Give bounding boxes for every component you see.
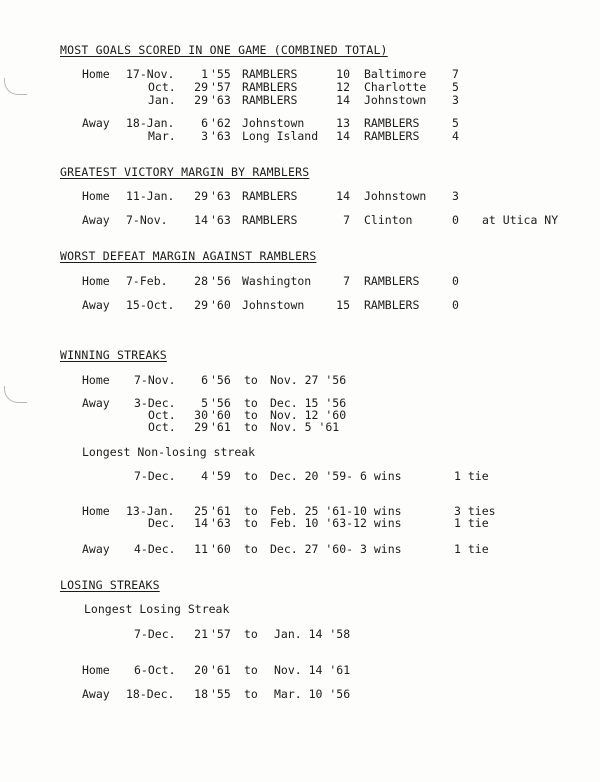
losing-streaks-heading: LOSING STREAKS <box>60 578 160 592</box>
worst-defeat-heading: WORST DEFEAT MARGIN AGAINST RAMBLERS <box>60 249 317 263</box>
most-goals-heading: MOST GOALS SCORED IN ONE GAME (COMBINED TOTAL) <box>60 43 388 57</box>
location-note: at Utica NY <box>482 213 559 227</box>
non-losing-streak-label: Longest Non-losing streak <box>82 445 256 459</box>
document-page: MOST GOALS SCORED IN ONE GAME (COMBINED TOTAL) Home 17-Nov. 1 '55 RAMBLERS 10 Baltimore 7 Oct. 29 '57 RAMBLERS 12 Charlotte 5 Jan. 29 '63 RAMBLERS 14 Johnstown 3 Away 18-Jan. 6 '62 Johnstown 13 RAMBLERS 5 Mar. 3 '63 Long Island 14 RAMBLERS 4 GREATEST VICTORY MARGIN BY RAMBLERS Home 11-Jan. 29 '63 RAMBLERS 14 Johnstown 3 Away 7-Nov. 14 '63 RAMBLERS 7 Clinton 0 at Utica NY WORST DEFEAT MARGIN AGAINST RAMBLERS Home 7-Feb. 28 '56 Washington 7 RAMBLERS 0 Away 15-Oct. 29 '60 Johnstown 15 RAMBLERS 0 WINNING STREAKS Home 7-Nov. 6 '56 to Nov. 27 '56 Away 3-Dec. 5 '56 to Dec. 15 '56 Oct. 30 '60 to Nov. 12 '60 Oct. 29 '61 to Nov. 5 '61 Longest Non-losing streak 7-Dec. 4 '59 to Dec. 20 '59- 6 wins 1 tie Home 13-Jan. 25 '61 to Feb. 25 '61-10 wins 3 ties Dec. 14 '63 to Feb. 10 '63-12 wins 1 tie Away 4-Dec. 11 '60 to Dec. 27 '60- 3 wins 1 tie LOSING STREAKS Longest Losing Streak 7-Dec. 21 '57 to Jan. 14 '58 Home 6-Oct. 20 '61 to Nov. 14 '61 Away 18-Dec. 18 '55 to Mar. 10 '56 <box>0 0 600 782</box>
longest-losing-streak-label: Longest Losing Streak <box>84 602 230 616</box>
greatest-victory-heading: GREATEST VICTORY MARGIN BY RAMBLERS <box>60 165 310 179</box>
punch-hole-mark <box>4 78 27 95</box>
punch-hole-mark <box>4 386 27 403</box>
winning-streaks-heading: WINNING STREAKS <box>60 348 167 362</box>
